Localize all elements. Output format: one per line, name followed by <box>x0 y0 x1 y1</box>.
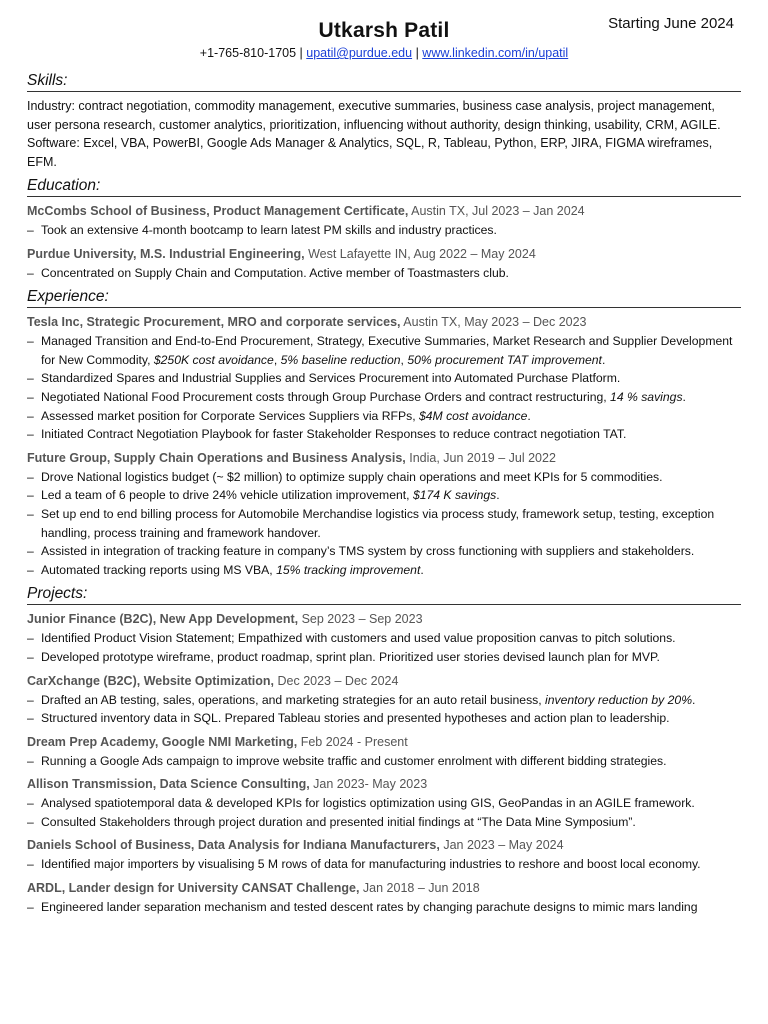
bullet-item <box>27 505 741 542</box>
entry-header <box>27 879 741 897</box>
projects-heading: Projects: <box>27 585 741 605</box>
bullet-list <box>27 855 741 874</box>
bullet-text: Standardized Spares and Industrial Supplies and Services Procurement into Automated Purchase Platform. <box>41 371 621 386</box>
contact-separator: | <box>296 46 307 60</box>
bullet-item <box>27 388 741 407</box>
entry-header <box>27 672 741 690</box>
highlight-metric: $174 K savings <box>412 488 497 503</box>
bullet-text: Engineered lander separation mechanism and tested descent rates by changing parachute designs to mimic mars landing <box>41 900 698 915</box>
bullet-item <box>27 794 741 813</box>
bullet-text: Drafted an AB testing, sales, operations, and marketing strategies for an auto retail business, <box>41 692 546 707</box>
entry-organization: Junior Finance (B2C), New App Development, <box>27 612 299 627</box>
highlight-metric: 15% tracking improvement <box>276 562 421 577</box>
phone-number: +1-765-810-1705 <box>199 46 297 60</box>
entry-organization: Dream Prep Academy, Google NMI Marketing, <box>27 734 298 749</box>
entry-header <box>27 245 741 263</box>
entry-location-dates: West Lafayette IN, Aug 2022 – May 2024 <box>304 246 536 261</box>
bullet-text: Automated tracking reports using MS VBA, <box>41 562 277 577</box>
bullet-item <box>27 407 741 426</box>
bullet-item <box>27 709 741 728</box>
entry-header <box>27 449 741 467</box>
bullet-text: . <box>496 488 500 503</box>
entry-organization: McCombs School of Business, Product Management Certificate, <box>27 204 409 218</box>
bullet-item <box>27 855 741 874</box>
bullet-text: Consulted Stakeholders through project duration and presented initial findings at “The Data Mine Symposium”. <box>41 814 636 829</box>
bullet-text: Running a Google Ads campaign to improve website traffic and customer enrolment with different bidding strategies. <box>41 753 667 768</box>
entry-organization: Tesla Inc, Strategic Procurement, MRO and corporate services, <box>27 315 401 330</box>
bullet-text: . <box>527 408 531 423</box>
bullet-list <box>27 691 741 728</box>
entry-organization: Purdue University, M.S. Industrial Engineering, <box>27 246 305 261</box>
bullet-item <box>27 425 741 444</box>
entry-location-dates: Austin TX, May 2023 – Dec 2023 <box>400 315 587 330</box>
entry-organization: Allison Transmission, Data Science Consulting, <box>27 777 310 792</box>
education-section <box>27 202 741 282</box>
bullet-text: Set up end to end billing process for Automobile Merchandise logistics via process study, framework setup, testing, exception handling, process training and framework handover. <box>41 506 715 540</box>
bullet-text: Assisted in integration of tracking feature in company’s TMS system by cross functioning with suppliers and stakeholders. <box>41 544 695 559</box>
bullet-text: Assessed market position for Corporate Services Suppliers via RFPs, <box>41 408 419 423</box>
highlight-metric: inventory reduction by 20% <box>545 692 693 707</box>
bullet-item <box>27 752 741 771</box>
education-heading: Education: <box>27 177 741 197</box>
bullet-item <box>27 691 741 710</box>
entry-header <box>27 775 741 793</box>
bullet-text: Developed prototype wireframe, product roadmap, sprint plan. Prioritized user stories devised launch plan for MVP. <box>41 649 660 664</box>
email-link[interactable]: upatil@purdue.edu <box>306 46 413 60</box>
entry-header <box>27 202 741 220</box>
bullet-list <box>27 752 741 771</box>
bullet-list <box>27 629 741 666</box>
bullet-item <box>27 264 741 283</box>
bullet-item <box>27 542 741 561</box>
candidate-name: Utkarsh Patil <box>318 19 450 42</box>
start-date-note: Starting June 2024 <box>608 15 734 32</box>
highlight-metric: 14 % savings <box>610 389 683 404</box>
entry-location-dates: Dec 2023 – Dec 2024 <box>274 673 399 688</box>
bullet-text: Drove National logistics budget (~ $2 million) to optimize supply chain operations and meet KPIs for 5 commodities. <box>41 469 663 484</box>
projects-entry <box>27 879 741 917</box>
bullet-item <box>27 629 741 648</box>
highlight-metric: 5% baseline reduction <box>280 352 401 367</box>
bullet-list <box>27 264 741 283</box>
resume-body <box>27 72 741 917</box>
entry-organization: CarXchange (B2C), Website Optimization, <box>27 673 275 688</box>
experience-entry <box>27 449 741 580</box>
entry-organization: ARDL, Lander design for University CANSAT Challenge, <box>27 881 360 896</box>
bullet-text: Identified Product Vision Statement; Empathized with customers and used value proposition canvas to pitch solutions. <box>41 631 676 646</box>
projects-section <box>27 610 741 916</box>
bullet-text: Negotiated National Food Procurement costs through Group Purchase Orders and contract restructuring, <box>41 389 611 404</box>
bullet-item <box>27 813 741 832</box>
entry-location-dates: India, Jun 2019 – Jul 2022 <box>405 450 556 465</box>
skills-industry: Industry: contract negotiation, commodity management, executive summaries, business case analysis, project management, user persona research, customer analytics, prioritization, influencing without authority, design thinking, usability, CRM, AGILE. <box>27 99 721 132</box>
bullet-item <box>27 332 741 369</box>
bullet-item <box>27 468 741 487</box>
bullet-list <box>27 898 741 917</box>
education-entry <box>27 202 741 240</box>
bullet-text: Initiated Contract Negotiation Playbook for faster Stakeholder Responses to reduce contract negotiation TAT. <box>41 427 627 442</box>
bullet-text: Led a team of 6 people to drive 24% vehicle utilization improvement, <box>41 488 413 503</box>
bullet-text: Structured inventory data in SQL. Prepared Tableau stories and presented hypotheses and action plan to leadership. <box>41 711 670 726</box>
bullet-text: . <box>692 692 696 707</box>
bullet-item <box>27 648 741 667</box>
bullet-item <box>27 486 741 505</box>
bullet-text: Identified major importers by visualising 5 M rows of data for manufacturing industries to reshore and boost local economy. <box>41 857 701 872</box>
skills-heading: Skills: <box>27 72 741 92</box>
bullet-text: Concentrated on Supply Chain and Computation. Active member of Toastmasters club. <box>41 265 509 280</box>
bullet-text: . <box>601 352 606 367</box>
highlight-metric: 50% procurement TAT improvement <box>407 352 602 367</box>
experience-heading: Experience: <box>27 288 741 308</box>
highlight-metric: $4M cost avoidance <box>418 408 528 423</box>
experience-entry <box>27 313 741 444</box>
bullet-text: Took an extensive 4-month bootcamp to learn latest PM skills and industry practices. <box>41 223 497 237</box>
entry-location-dates: Austin TX, Jul 2023 – Jan 2024 <box>408 204 585 218</box>
entry-location-dates: Jan 2018 – Jun 2018 <box>359 881 480 896</box>
contact-separator: | <box>412 46 423 60</box>
bullet-text: Analysed spatiotemporal data & developed KPIs for logistics optimization using GIS, GeoPandas in an AGILE framework. <box>41 796 695 811</box>
bullet-text: Managed Transition and End-to-End Procurement, Strategy, Executive Summaries, Market Research and Supplier Development for New Commodity, <box>41 334 733 367</box>
bullet-item <box>27 369 741 388</box>
entry-header <box>27 836 741 854</box>
bullet-list <box>27 332 741 444</box>
entry-header <box>27 313 741 331</box>
contact-line <box>0 46 768 60</box>
bullet-item <box>27 561 741 580</box>
bullet-list <box>27 468 741 580</box>
entry-header <box>27 733 741 751</box>
entry-location-dates: Jan 2023- May 2023 <box>309 777 428 792</box>
entry-location-dates: Jan 2023 – May 2024 <box>439 838 564 853</box>
entry-header <box>27 610 741 628</box>
linkedin-link[interactable]: www.linkedin.com/in/upatil <box>422 46 569 60</box>
bullet-text: . <box>420 562 424 577</box>
experience-section <box>27 313 741 579</box>
bullet-text: , <box>400 352 408 367</box>
bullet-item <box>27 221 741 240</box>
projects-entry <box>27 836 741 874</box>
resume-header <box>0 19 768 60</box>
projects-entry <box>27 672 741 728</box>
education-entry <box>27 245 741 283</box>
skills-software: Software: Excel, VBA, PowerBI, Google Ads Manager & Analytics, SQL, R, Tableau, Python, ERP, JIRA, FIGMA wireframes, EFM. <box>27 136 713 169</box>
bullet-list <box>27 221 741 240</box>
bullet-text: . <box>682 389 686 404</box>
projects-entry <box>27 775 741 831</box>
bullet-list <box>27 794 741 831</box>
projects-entry <box>27 610 741 666</box>
bullet-text: , <box>273 352 281 367</box>
projects-entry <box>27 733 741 771</box>
entry-organization: Daniels School of Business, Data Analysis for Indiana Manufacturers, <box>27 838 440 853</box>
entry-organization: Future Group, Supply Chain Operations and Business Analysis, <box>27 450 406 465</box>
bullet-item <box>27 898 741 917</box>
highlight-metric: $250K cost avoidance <box>153 352 274 367</box>
entry-location-dates: Feb 2024 - Present <box>297 734 408 749</box>
entry-location-dates: Sep 2023 – Sep 2023 <box>298 612 423 627</box>
